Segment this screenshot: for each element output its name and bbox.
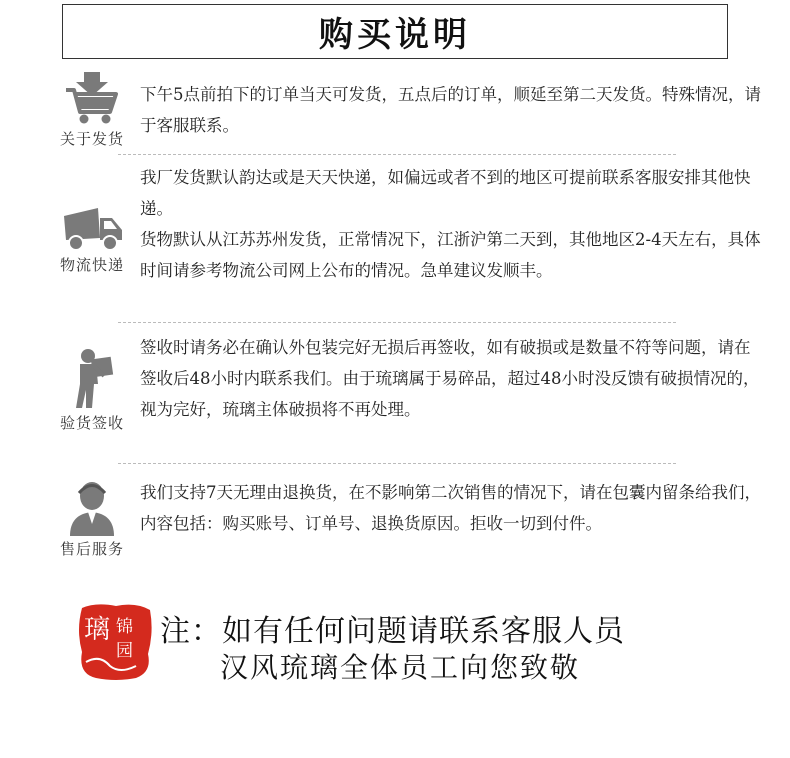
section-label: 售后服务: [59, 540, 124, 558]
section-text: [140, 79, 765, 141]
divider: [118, 322, 676, 323]
section-text: [140, 162, 765, 286]
inspection-icon-block: [44, 348, 140, 433]
after-sales-icon-block: [44, 480, 140, 559]
section-label: 物流快递: [59, 256, 124, 274]
note-line-2: 汉风琉璃全体员工向您致敬: [220, 651, 581, 684]
svg-text:璃: 璃: [84, 615, 111, 645]
section-text: [140, 332, 765, 425]
title-box: [62, 4, 728, 59]
closing-note: [76, 600, 756, 690]
seal-stamp-icon: [76, 602, 154, 682]
logistics-icon-block: [44, 208, 140, 275]
note-line-1: 注：如有任何问题请联系客服人员: [160, 614, 625, 649]
page-title: 购买说明: [319, 15, 471, 55]
shopping-cart-icon: [62, 70, 122, 126]
paragraph: 下午5点前拍下的订单当天可发货，五点后的订单，顺延至第二天发货。特殊情况，请于客服联系。: [140, 85, 761, 135]
customer-service-person-icon: [68, 480, 116, 536]
seal-logo: [76, 602, 154, 682]
delivery-truck-icon: [60, 208, 124, 252]
paragraph: 我们支持7天无理由退换货，在不影响第二次销售的情况下，请在包囊内留条给我们，内容包括：购买账号、订单号、退换货原因。拒收一切到付件。: [140, 483, 761, 533]
divider: [118, 154, 676, 155]
section-label: 关于发货: [59, 130, 124, 148]
paragraph: 我厂发货默认韵达或是天天快递，如偏远或者不到的地区可提前联系客服安排其他快递。: [140, 168, 751, 218]
courier-carrying-box-icon: [68, 348, 116, 410]
section-text: [140, 477, 765, 539]
paragraph: 货物默认从江苏苏州发货，正常情况下，江浙沪第二天到，其他地区2-4天左右，具体时间请参考物流公司网上公布的情况。急单建议发顺丰。: [140, 230, 761, 280]
svg-text:园: 园: [116, 641, 133, 661]
paragraph: 签收时请务必在确认外包装完好无损后再签收，如有破损或是数量不符等问题，请在签收后48小时内联系我们。由于琉璃属于易碎品，超过48小时没反馈有破损情况的，视为完好，琉璃主体破损将不再处理。: [140, 338, 760, 419]
section-label: 验货签收: [59, 414, 124, 432]
shipping-icon-block: [44, 70, 140, 149]
divider: [118, 463, 676, 464]
svg-text:锦: 锦: [116, 617, 133, 637]
